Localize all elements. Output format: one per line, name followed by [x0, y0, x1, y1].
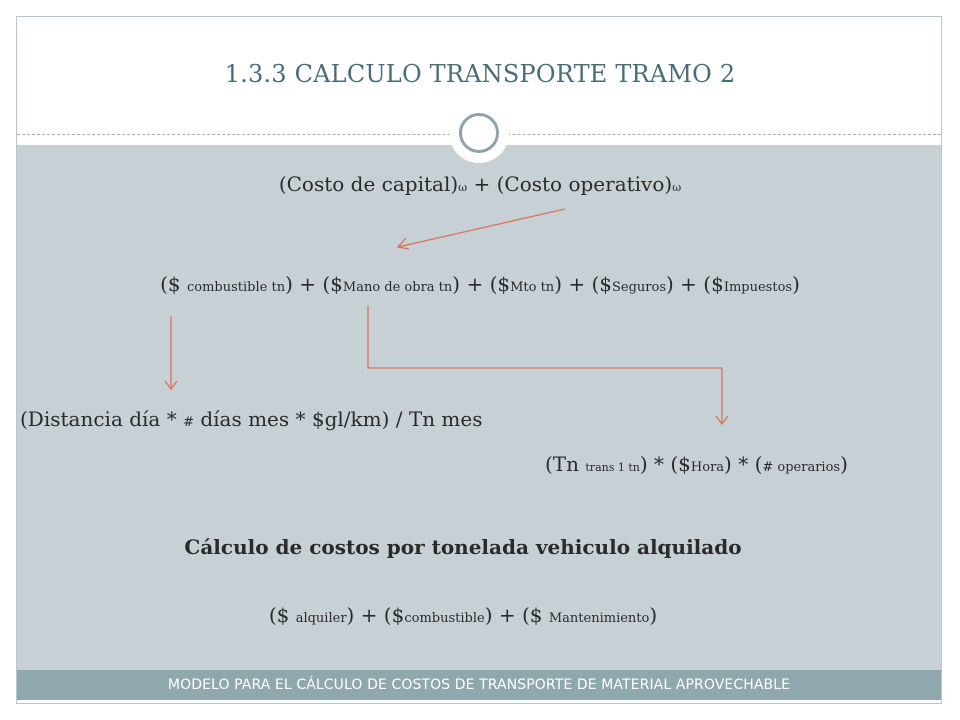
f2-seguros-sub: Seguros	[612, 280, 667, 295]
slide-frame	[16, 16, 942, 704]
costo-operativo-text: (Costo operativo)	[496, 172, 673, 196]
f2-part4-open: ($	[591, 272, 612, 296]
f2-part2-close: ) +	[452, 272, 490, 296]
f4-operarios-sub: # operarios	[762, 460, 841, 475]
f2-part1-close: ) +	[285, 272, 323, 296]
vehiculo-alquilado-heading: Cálculo de costos por tonelada vehiculo alquilado	[184, 535, 742, 559]
f5-combustible-sub: combustible	[404, 611, 485, 626]
costo-capital-text: (Costo de capital)	[278, 172, 459, 196]
f2-part2-open: ($	[322, 272, 343, 296]
f2-part3-open: ($	[489, 272, 511, 296]
f4-trans-sub: trans 1 tn	[585, 461, 640, 474]
f3-part-b: días mes * $gl/km) / Tn mes	[193, 407, 483, 431]
f3-part-a: (Distancia día *	[20, 407, 184, 431]
f2-combustible-sub: combustible tn	[186, 280, 286, 295]
omega-sub-2: ω	[672, 181, 682, 194]
f4-part-a: (Tn	[545, 452, 586, 476]
f4-part-c: ) * (	[724, 452, 763, 476]
f2-mano-obra-sub: Mano de obra tn	[342, 280, 453, 295]
f2-part3-close: ) +	[554, 272, 592, 296]
f2-part1-open: ($	[160, 272, 187, 296]
f2-impuestos-sub: Impuestos	[723, 280, 793, 295]
f5-alquiler-sub: alquiler	[295, 611, 347, 626]
slide-footer	[17, 670, 941, 700]
f4-hora-sub: Hora	[690, 460, 725, 475]
f3-hash: #	[183, 415, 194, 430]
f2-mto-sub: Mto tn	[510, 280, 555, 295]
f5-part-a: ($	[268, 603, 296, 627]
f4-part-b: ) * ($	[639, 452, 691, 476]
slide-title: 1.3.3 CALCULO TRANSPORTE TRAMO 2	[224, 60, 736, 88]
f5-part-c: ) + ($	[484, 603, 549, 627]
f5-part-d: )	[649, 603, 658, 627]
f5-part-b: ) + ($	[346, 603, 405, 627]
f5-mantenimiento-sub: Mantenimiento	[548, 611, 650, 626]
omega-sub-1: ω	[458, 181, 468, 194]
footer-text: MODELO PARA EL CÁLCULO DE COSTOS DE TRANSPORTE DE MATERIAL APROVECHABLE	[167, 677, 791, 693]
f4-part-d: )	[840, 452, 848, 476]
f2-part5-open: ($	[703, 272, 724, 296]
plus-text: +	[467, 172, 497, 196]
f2-part4-close: ) +	[666, 272, 704, 296]
f2-part5-close: )	[792, 272, 800, 296]
